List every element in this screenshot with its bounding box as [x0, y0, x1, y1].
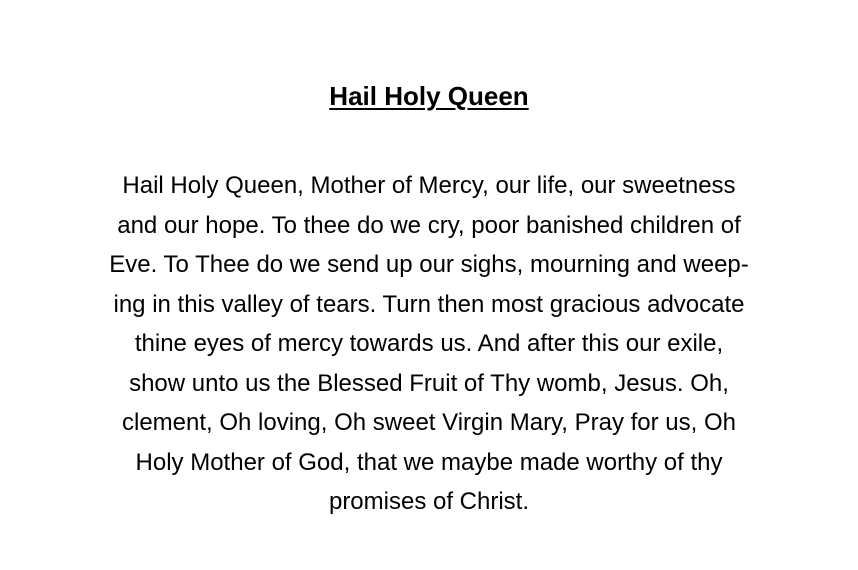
prayer-line: clement, Oh loving, Oh sweet Virgin Mary, Pray for us, Oh [121, 409, 736, 436]
prayer-line: Holy Mother of God, that we maybe made worthy of thy [135, 448, 723, 476]
prayer-line: show unto us the Blessed Fruit of Thy womb, Jesus. Oh, [129, 369, 729, 397]
document-title: Hail Holy Queen [329, 81, 529, 111]
prayer-line: and our hope. To thee do we cry, poor banished children of [117, 211, 741, 239]
prayer-line: Eve. To Thee do we send up our sighs, mourning and weep- [109, 251, 749, 278]
prayer-line: thine eyes of mercy towards us. And after this our exile, [134, 330, 724, 357]
prayer-line: ing in this valley of tears. Turn then most gracious advocate [113, 290, 745, 318]
prayer-line: Hail Holy Queen, Mother of Mercy, our life, our sweetness [122, 172, 736, 199]
prayer-text [40, 166, 818, 522]
prayer-line: promises of Christ. [328, 488, 530, 515]
